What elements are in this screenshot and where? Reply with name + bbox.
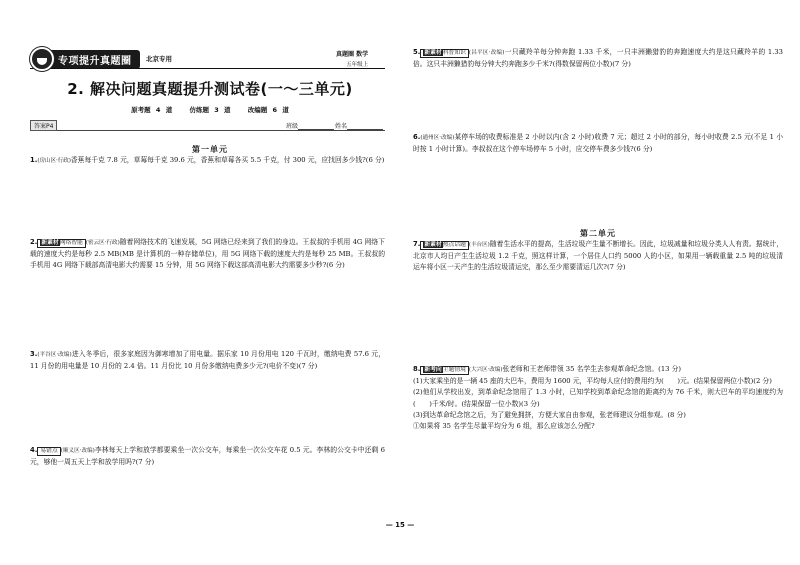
tag-label: 主题情境 <box>442 367 466 373</box>
tag-label: 科普知识 <box>442 50 466 56</box>
question-text: 张老师和王老师带领 35 名学生去参观革命纪念馆。(13 分) <box>502 365 682 373</box>
question-7 <box>413 239 783 274</box>
question-text: 进入冬季后，很多家庭因为御寒增加了用电量。据乐家 10 月份用电 120 千瓦时，缴纳电费 57.6 元，11 月份的用电量是 10 月份的 2.4 倍。11 月份比 10 月份多缴纳电费多少元?(电价不变)(7 分) <box>30 350 385 371</box>
question-tag <box>37 447 60 456</box>
book-title: 真题圈 数学 <box>336 51 369 58</box>
question-source: (昌平区·改编) <box>468 50 505 56</box>
class-blank[interactable] <box>298 123 334 130</box>
question-source: (房山区·行政) <box>37 158 71 164</box>
header-right <box>336 50 368 70</box>
name-blank[interactable] <box>347 123 383 130</box>
question-3 <box>30 349 385 372</box>
question-number: 7. <box>413 240 421 248</box>
question-text: 香蕉每千克 7.8 元，草莓每千克 39.6 元，香蕉和草莓各买 5.5 千克，付 300 元，应找回多少钱?(6 分) <box>70 156 385 164</box>
edition-label: 北京专用 <box>146 55 172 63</box>
question-source: (顺义区·改编) <box>60 448 95 454</box>
question-tag <box>37 239 86 248</box>
question-tag <box>420 241 469 250</box>
tag-label: 热点话题 <box>442 242 466 248</box>
question-tag <box>420 366 469 375</box>
mascot-avatar-icon <box>30 47 54 71</box>
question-text: 一只藏羚羊每分钟奔跑 1.33 千米，一只丰洲獭猎豹的奔跑速度大约是这只藏羚羊的 1.33 倍。这只丰洲獭猎豹每分钟大约奔跑多少千米?(得数保留两位小数)(7 分) <box>413 48 783 69</box>
question-source: (丰台区) <box>468 242 490 248</box>
page-number: — 15 — <box>385 521 415 529</box>
question-6 <box>413 132 783 155</box>
question-1 <box>30 155 385 167</box>
tag-label: 网络智能 <box>59 240 83 246</box>
page-title: 2. 解决问题真题提升测试卷(一～三单元) <box>67 80 353 98</box>
question-number: 5. <box>413 48 421 56</box>
grade-label: 五年级上 <box>346 62 369 68</box>
question-8 <box>413 364 783 432</box>
question-number: 4. <box>30 446 38 454</box>
question-text: 李林每天上学和放学都要乘坐一次公交车，每乘坐一次公交车花 0.5 元。李林的公交卡中还剩 6 元，够他一周五天上学和放学用吗?(7 分) <box>30 446 385 467</box>
class-label: 班级 <box>286 123 299 130</box>
question-count-line <box>30 105 390 114</box>
sub-question-1: (1)大家乘坐的是一辆 45 座的大巴车，费用为 1600 元，平均每人应付的费用约为( )元。(结果保留两位小数)(2 分) <box>413 377 772 386</box>
question-source: (密云区·行政) <box>85 240 120 246</box>
header-badge <box>30 50 140 68</box>
tag-new: 新考向 <box>424 367 442 373</box>
question-text: 某停车场的收费标准是 2 小时以内(含 2 小时)收费 7 元；超过 2 小时的部分，每小时收费 2.5 元(不足 1 小时按 1 小时计算)。李叔叔在这个停车场停车 5 小时，应交停车费多少钱?(6 分) <box>413 133 784 154</box>
unit-heading-1: 第一单元 <box>192 145 228 154</box>
tag-new: 新素材 <box>424 242 442 248</box>
question-number: 2. <box>30 238 38 246</box>
question-number: 1. <box>30 156 38 164</box>
sub-question-2: (2)他们从学校出发，到革命纪念馆用了 1.3 小时，已知学校到革命纪念馆的距离约为 76 千米，则大巴车的平均速度约为( )千米/时。(结果保留一位小数)(3 分) <box>413 388 783 408</box>
question-tag <box>420 49 469 58</box>
tag-new: 新素材 <box>41 240 59 246</box>
question-source: (通州区·改编) <box>420 135 455 141</box>
question-text: 随着网络技术的飞速发展，5G 网络已经来到了我们的身边。王叔叔的手机用 4G 网络下载的速度大约是每秒 2.5 MB(MB 是计算机的一种存储单位)，用 5G 网络下载的速度大约是每秒 25 MB。王叔叔的手机用 4G 网络下载部高清电影大约需要 15 分钟，用 5G 网络下载这部高清电影大约需要多少秒?(6 分) <box>30 238 385 270</box>
name-field <box>335 121 383 130</box>
question-source: (大兴区·改编) <box>468 367 503 373</box>
header-divider <box>30 68 385 69</box>
question-source: (平谷区·改编) <box>37 352 72 358</box>
imitation-count: 仿练题 3 道 <box>189 106 231 114</box>
question-number: 8. <box>413 365 421 373</box>
original-count: 原考题 4 道 <box>131 106 173 114</box>
class-field <box>286 121 334 130</box>
name-label: 姓名 <box>335 123 348 130</box>
question-5 <box>413 47 783 70</box>
badge-label: 专项提升真题圈 <box>48 50 140 69</box>
sub-question-3a: ①如果将 35 名学生尽量平均分为 6 组，那么应该怎么分配? <box>413 422 595 431</box>
unit-heading-2: 第二单元 <box>580 229 616 238</box>
answer-row <box>30 120 385 131</box>
adapted-count: 改编题 6 道 <box>247 106 289 114</box>
question-4 <box>30 445 385 468</box>
tag-new: 新素材 <box>424 50 442 56</box>
question-2 <box>30 237 385 272</box>
answer-page-label: 答案P4 <box>30 120 57 131</box>
question-number: 3. <box>30 350 38 358</box>
sub-question-3: (3)到达革命纪念馆之后，为了避免拥挤，方便大家自由参观，张老师建议分组参观。(8 分) <box>413 410 686 419</box>
question-text: 随着生活水平的提高，生活垃圾产生量不断增长。因此，垃圾减量和垃圾分类人人有责。据统计，北京市人均日产生生活垃圾 1.2 千克，照这样计算，一个居住人口约 5000 人的小区，如果用一辆载重量 2.5 吨的垃圾清运车将小区一天产生的生活垃圾清运完，那么至少需要清运几次?(7 分) <box>413 240 784 272</box>
tag-label: 易错点 <box>40 448 58 454</box>
question-number: 6. <box>413 133 421 141</box>
